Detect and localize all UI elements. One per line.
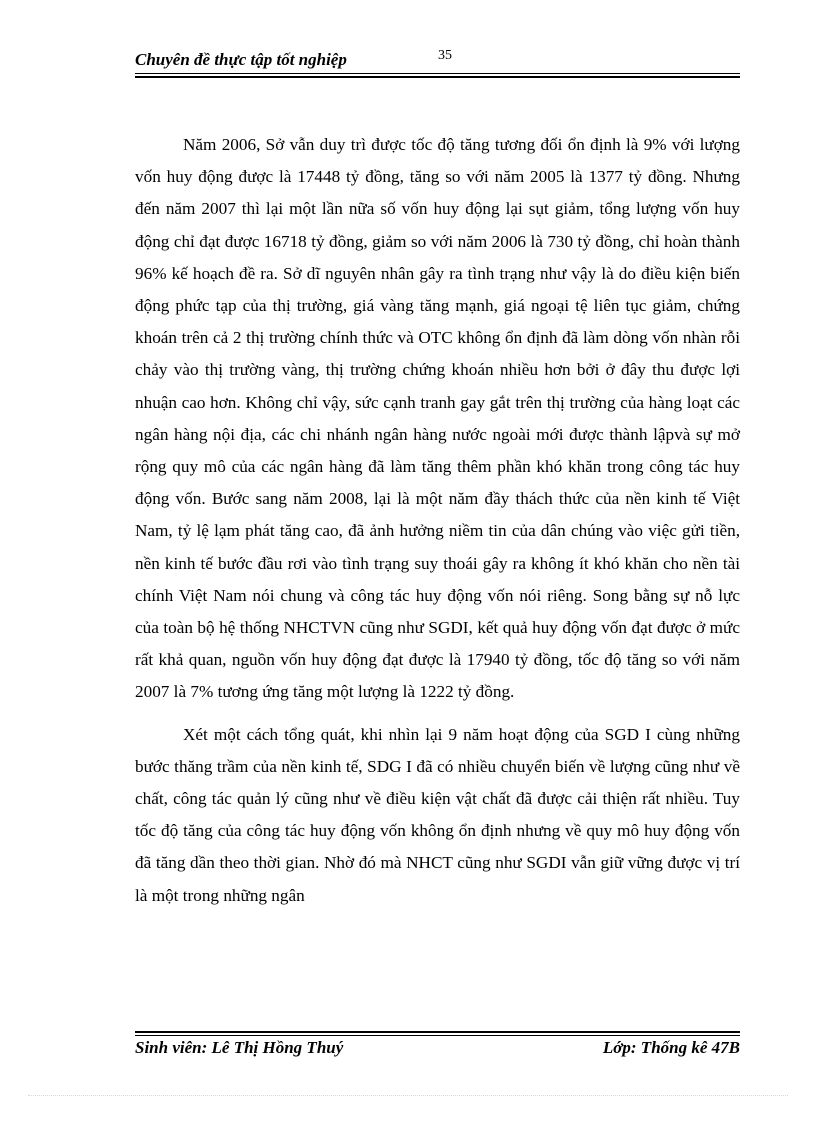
header-rule-thick (135, 76, 740, 78)
paragraph: Năm 2006, Sở vẫn duy trì được tốc độ tăng tương đối ổn định là 9% với lượng vốn huy động được là 17448 tỷ đồng, tăng so với năm 2005 là 1377 tỷ đồng. Nhưng đến năm 2007 thì lại một lần nữa số vốn huy động lại sụt giảm, tổng lượng vốn huy động chỉ đạt được 16718 tỷ đồng, giảm so với năm 2006 là 730 tỷ đồng, chỉ hoàn thành 96% kế hoạch đề ra. Sở dĩ nguyên nhân gây ra tình trạng như vậy là do điều kiện biến động phức tạp của thị trường, giá vàng tăng mạnh, giá ngoại tệ liên tục giảm, chứng khoán trên cả 2 thị trường chính thức và OTC không ổn định đã làm dòng vốn nhàn rỗi chảy vào thị trường vàng, thị trường chứng khoán nhiều hơn bởi ở đây thu được lợi nhuận cao hơn. Không chỉ vậy, sức cạnh tranh gay gắt trên thị trường của hàng loạt các ngân hàng nội địa, các chi nhánh ngân hàng nước ngoài mới được thành lậpvà sự mở rộng quy mô của các ngân hàng đã làm tăng thêm phần khó khăn trong công tác huy động vốn. Bước sang năm 2008, lại là một năm đầy thách thức của nền kinh tế Việt Nam, tỷ lệ lạm phát tăng cao, đã ảnh hưởng niềm tin của dân chúng vào việc gửi tiền, nền kinh tế bước đầu rơi vào tình trạng suy thoái gây ra không ít khó khăn cho nền tài chính Việt Nam nói chung và công tác huy động vốn nói riêng. Song bằng sự nỗ lực của toàn bộ hệ thống NHCTVN cũng như SGDI, kết quả huy động vốn đạt được ở mức rất khả quan, nguồn vốn huy động đạt được là 17940 tỷ đồng, tốc độ tăng so với năm 2007 là 7% tương ứng tăng một lượng là 1222 tỷ đồng. (135, 135, 740, 702)
class-name: Lớp: Thống kê 47B (602, 1038, 740, 1057)
student-name: Sinh viên: Lê Thị Hồng Thuý (135, 1038, 344, 1057)
page-edge-divider (28, 1095, 788, 1096)
page-header (135, 48, 740, 74)
body-text (135, 129, 740, 912)
page-footer (135, 1038, 740, 1064)
footer-rule-thin (135, 1035, 740, 1036)
page-number: 35 (438, 48, 452, 63)
document-title: Chuyên đề thực tập tốt nghiệp (135, 50, 347, 69)
paragraph: Xét một cách tổng quát, khi nhìn lại 9 năm hoạt động của SGD I cùng những bước thăng trầm của nền kinh tế, SDG I đã có nhiều chuyển biến về lượng cũng như về chất, công tác quản lý cũng như về điều kiện vật chất đã được cải thiện rất nhiều. Tuy tốc độ tăng của công tác huy động vốn không ổn định nhưng về quy mô huy động vốn đã tăng dần theo thời gian. Nhờ đó mà NHCT cũng như SGDI vẫn giữ vững được vị trí là một trong những ngân (135, 724, 740, 905)
footer-rule-thick (135, 1031, 740, 1033)
header-rule-thin (135, 73, 740, 74)
